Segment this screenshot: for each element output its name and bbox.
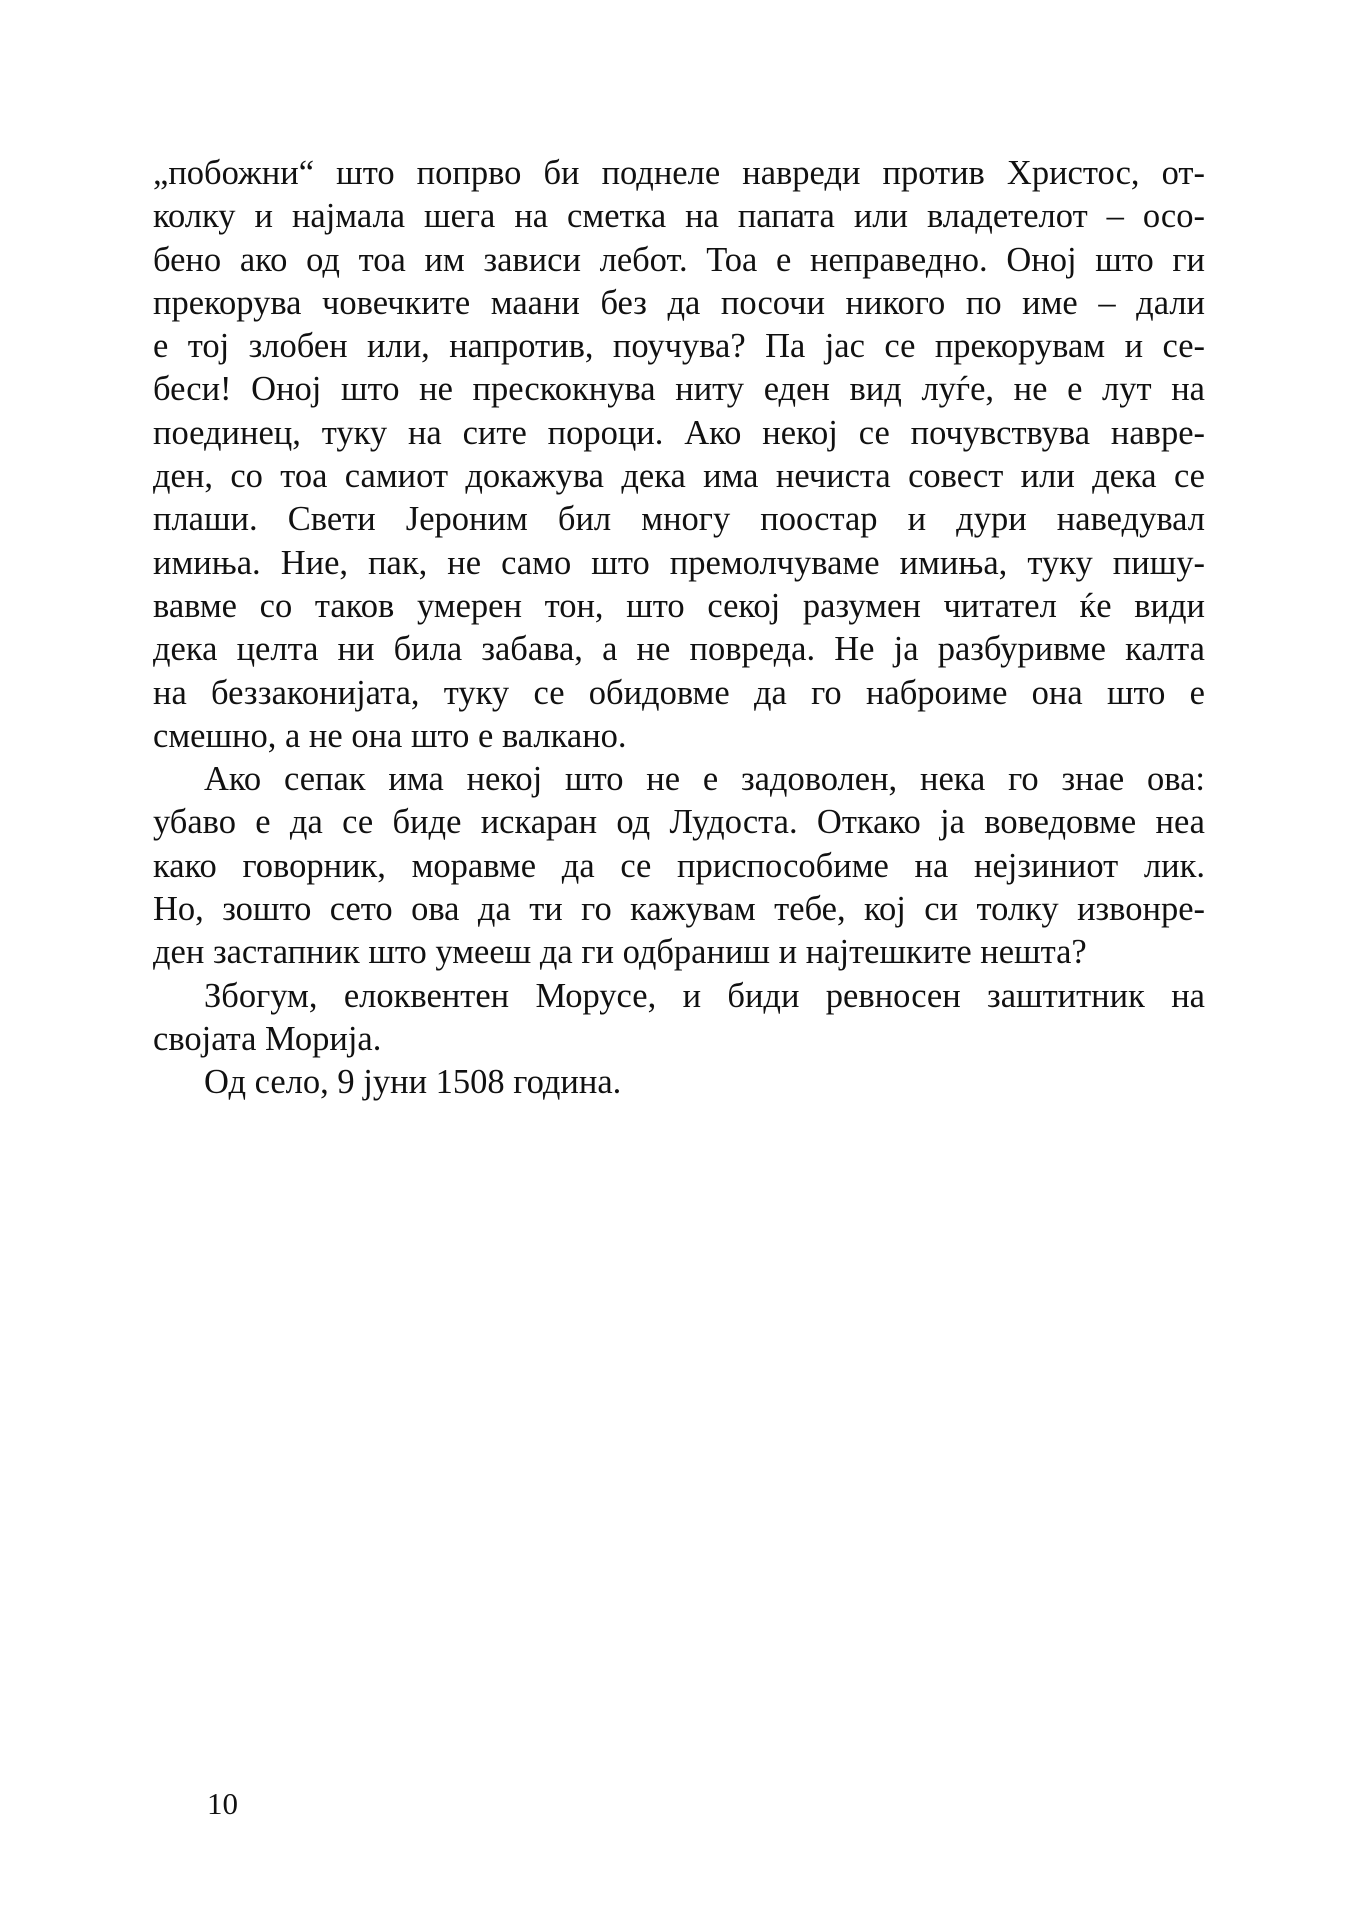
text-line: ден, со тоа самиот докажува дека има нечиста совест или дека се [153,457,1205,496]
text-line: Но, зошто сето ова да ти го кажувам тебе, кој си толку извонре- [153,890,1205,929]
page-number: 10 [207,1786,238,1821]
text-line: Ако сепак има некој што не е задоволен, нека го знае ова: [204,760,1205,799]
text-line: Збогум, елоквентен Морусе, и биди ревносен заштитник на [204,976,1205,1015]
text-line: ден застапник што умееш да ги одбраниш и најтешките нешта? [153,933,1087,972]
text-line: бено ако од тоа им зависи лебот. Тоа е неправедно. Оној што ги [153,240,1205,279]
text-line: плаши. Свети Јероним бил многу поостар и дури наведувал [153,500,1205,539]
text-line: смешно, а не она што е валкано. [153,716,627,755]
text-line: поединец, туку на сите пороци. Ако некој се почувствува навре- [153,413,1205,452]
text-line: прекорува човечките маани без да посочи никого по име – дали [153,283,1205,322]
text-line: како говорник, моравме да се приспособиме на нејзиниот лик. [153,846,1205,885]
text-line: Од село, 9 јуни 1508 година. [204,1063,622,1102]
text-line: беси! Оној што не прескокнува ниту еден вид луѓе, не е лут на [153,370,1205,409]
text-line: дека целта ни била забава, а не повреда. Не ја разбуривме калта [153,630,1205,669]
text-line: „побожни“ што попрво би поднеле навреди против Христос, от- [153,154,1205,192]
text-line: е тој злобен или, напротив, поучува? Па јас се прекорувам и се- [153,327,1205,366]
text-line: убаво е да се биде искаран од Лудоста. Откако ја воведовме неа [153,803,1205,842]
text-line: колку и најмала шега на сметка на папата или владетелот – осо- [153,197,1205,236]
text-line: имиња. Ние, пак, не само што премолчуваме имиња, туку пишу- [153,543,1205,582]
text-line: својата Морија. [153,1019,382,1058]
text-line: на беззаконијата, туку се обидовме да го наброиме она што е [153,673,1205,712]
body-text [153,152,1205,1105]
text-line: вавме со таков умерен тон, што секој разумен читател ќе види [153,586,1205,625]
